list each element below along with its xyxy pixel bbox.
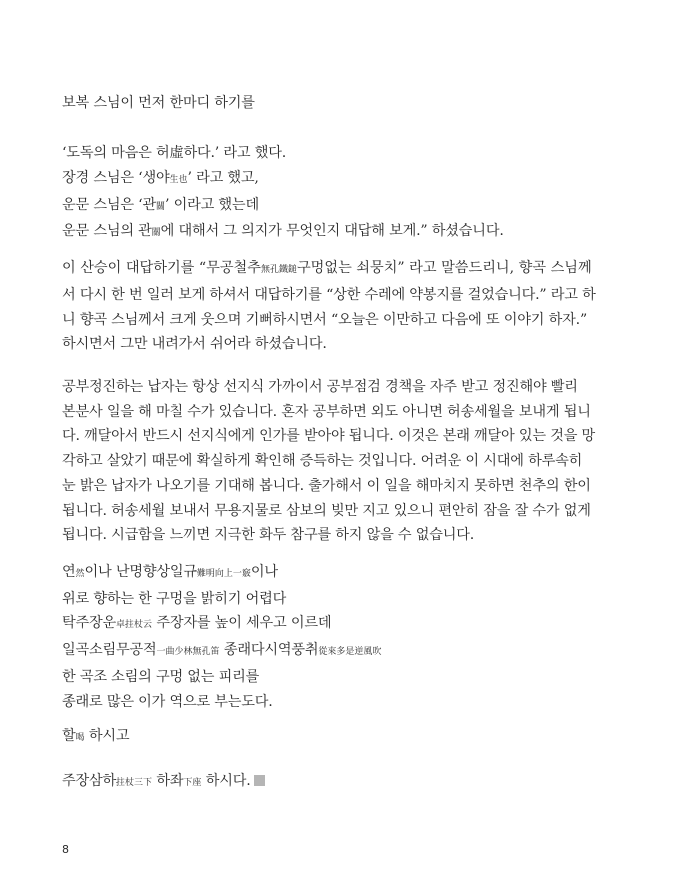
verse-line-6: 종래로 많은 이가 역으로 부는도다.: [62, 693, 273, 710]
verse-line-3: [62, 611, 644, 638]
quote-line-4: [62, 219, 644, 246]
story-line-4: 하시면서 그만 내려가서 쉬어라 하셨습니다.: [62, 336, 327, 353]
quote-line-3-text: 운문 스님은 ‘관: [62, 196, 156, 213]
verse-line-1-end: 이나: [250, 564, 278, 580]
verse-line-4-middle: 종래다시역풍취: [219, 642, 319, 659]
closing-text: [62, 770, 644, 790]
teaching-line-5: 눈 밝은 납자가 나오기를 기대해 봅니다. 출가해서 이 일을 해마치지 못하면 천추의 한이: [62, 477, 591, 494]
closing-end: 하시다.: [201, 773, 251, 789]
closing-line: [62, 770, 644, 790]
story-line-3: 니 향곡 스님께서 크게 웃으며 기뻐하시면서 “오늘은 이만하고 다음에 또 이야기 하자.”: [62, 311, 588, 328]
teaching-paragraph: [62, 375, 644, 548]
quote-line-1: ‘도독의 마음은 허虛하다.’ 라고 했다.: [62, 145, 287, 161]
quote-line-4-text: 운문 스님의 관: [62, 223, 152, 240]
teaching-line-7: 됩니다. 시급함을 느끼면 지극한 화두 참구를 하지 않을 수 없습니다.: [62, 527, 475, 544]
story-line-1: [62, 256, 644, 283]
hanja-annotation: 拄杖三下: [116, 778, 153, 788]
hanja-annotation: 生也: [169, 174, 188, 185]
quote-line-3: [62, 193, 644, 220]
story-line-1-end: 구멍없는 쇠뭉치” 라고 말씀드리니, 향곡 스님께: [296, 260, 592, 276]
teaching-line-6: 됩니다. 허송세월 보내서 무용지물로 삼보의 빚만 지고 있으니 편안히 잠을 잘 수가 없게: [62, 502, 591, 519]
quotes-paragraph: [62, 141, 644, 246]
hanja-annotation: 卓拄杖云: [116, 620, 153, 631]
verse-line-1-middle: 이나 난명향상일규: [84, 564, 197, 580]
hanja-annotation: 喝: [75, 733, 85, 743]
hanja-annotation: 關: [155, 201, 165, 212]
quote-line-3-end: ’ 이라고 했는데: [164, 196, 259, 213]
shout-text: [62, 725, 644, 745]
hanja-annotation: 下座: [183, 778, 202, 788]
teaching-line-2: 본분사 일을 해 마칠 수가 있습니다. 혼자 공부하면 외도 아니면 허송세월을 보내게 됩니: [62, 403, 591, 420]
teaching-line-4: 각하고 살았기 때문에 확실하게 확인해 증득하는 것입니다. 어려운 이 시대에 하루속히: [62, 453, 583, 470]
story-paragraph: [62, 256, 644, 357]
hanja-annotation: 一曲少林無孔笛: [156, 647, 220, 658]
quote-line-4-end: 에 대해서 그 의지가 무엇인지 대답해 보게.” 하셨습니다.: [160, 223, 504, 240]
verse-line-3-end: 주장자를 높이 세우고 이르데: [152, 615, 332, 632]
verse-line-5: 한 곡조 소림의 구멍 없는 피리를: [62, 668, 260, 685]
hanja-annotation: 然: [75, 569, 85, 579]
hanja-annotation: 關: [151, 228, 161, 239]
intro-line: 보복 스님이 먼저 한마디 하기를: [62, 95, 255, 111]
verse-line-4-start: 일곡소림무공적: [62, 642, 157, 659]
quote-line-2-text: 장경 스님은 ‘생야: [62, 169, 170, 186]
end-mark-icon: [254, 775, 265, 786]
closing-middle: 하좌: [152, 773, 184, 789]
verse-line-2: 위로 향하는 한 구멍을 밝히기 어렵다: [62, 590, 287, 607]
quote-line-2: [62, 166, 644, 193]
hanja-annotation: 從來多是逆風吹: [318, 647, 382, 658]
hanja-annotation: 無孔鐵鎚: [260, 265, 297, 275]
page-number: 8: [62, 843, 69, 856]
teaching-line-1: 공부정진하는 납자는 항상 선지식 가까이서 공부점검 경책을 자주 받고 정진해야 빨리: [62, 379, 578, 395]
closing-start: 주장삼하: [62, 773, 117, 789]
verse-line-1-start: 연: [62, 564, 76, 580]
quote-line-2-end: ’ 라고 했고,: [187, 169, 259, 186]
teaching-line-3: 다. 깨달아서 반드시 선지식에게 인가를 받아야 됩니다. 이것은 본래 깨달아 있는 것을 망: [62, 428, 596, 445]
intro-paragraph: [62, 92, 644, 112]
verse-line-4: [62, 638, 644, 665]
shout-line: [62, 725, 644, 745]
shout-word: 할: [62, 728, 76, 744]
shout-end: 하시고: [84, 728, 130, 744]
verse-block: [62, 560, 644, 714]
story-line-1-text: 이 산승이 대답하기를 “무공철추: [62, 260, 261, 276]
verse-line-3-start: 탁주장운: [62, 615, 117, 632]
hanja-annotation: 難明向上一竅: [196, 569, 251, 579]
story-line-2: 서 다시 한 번 일러 보게 하셔서 대답하기를 “상한 수레에 약봉지를 걸었습니다.” 라고 하: [62, 286, 596, 303]
verse-line-1: [62, 560, 644, 587]
